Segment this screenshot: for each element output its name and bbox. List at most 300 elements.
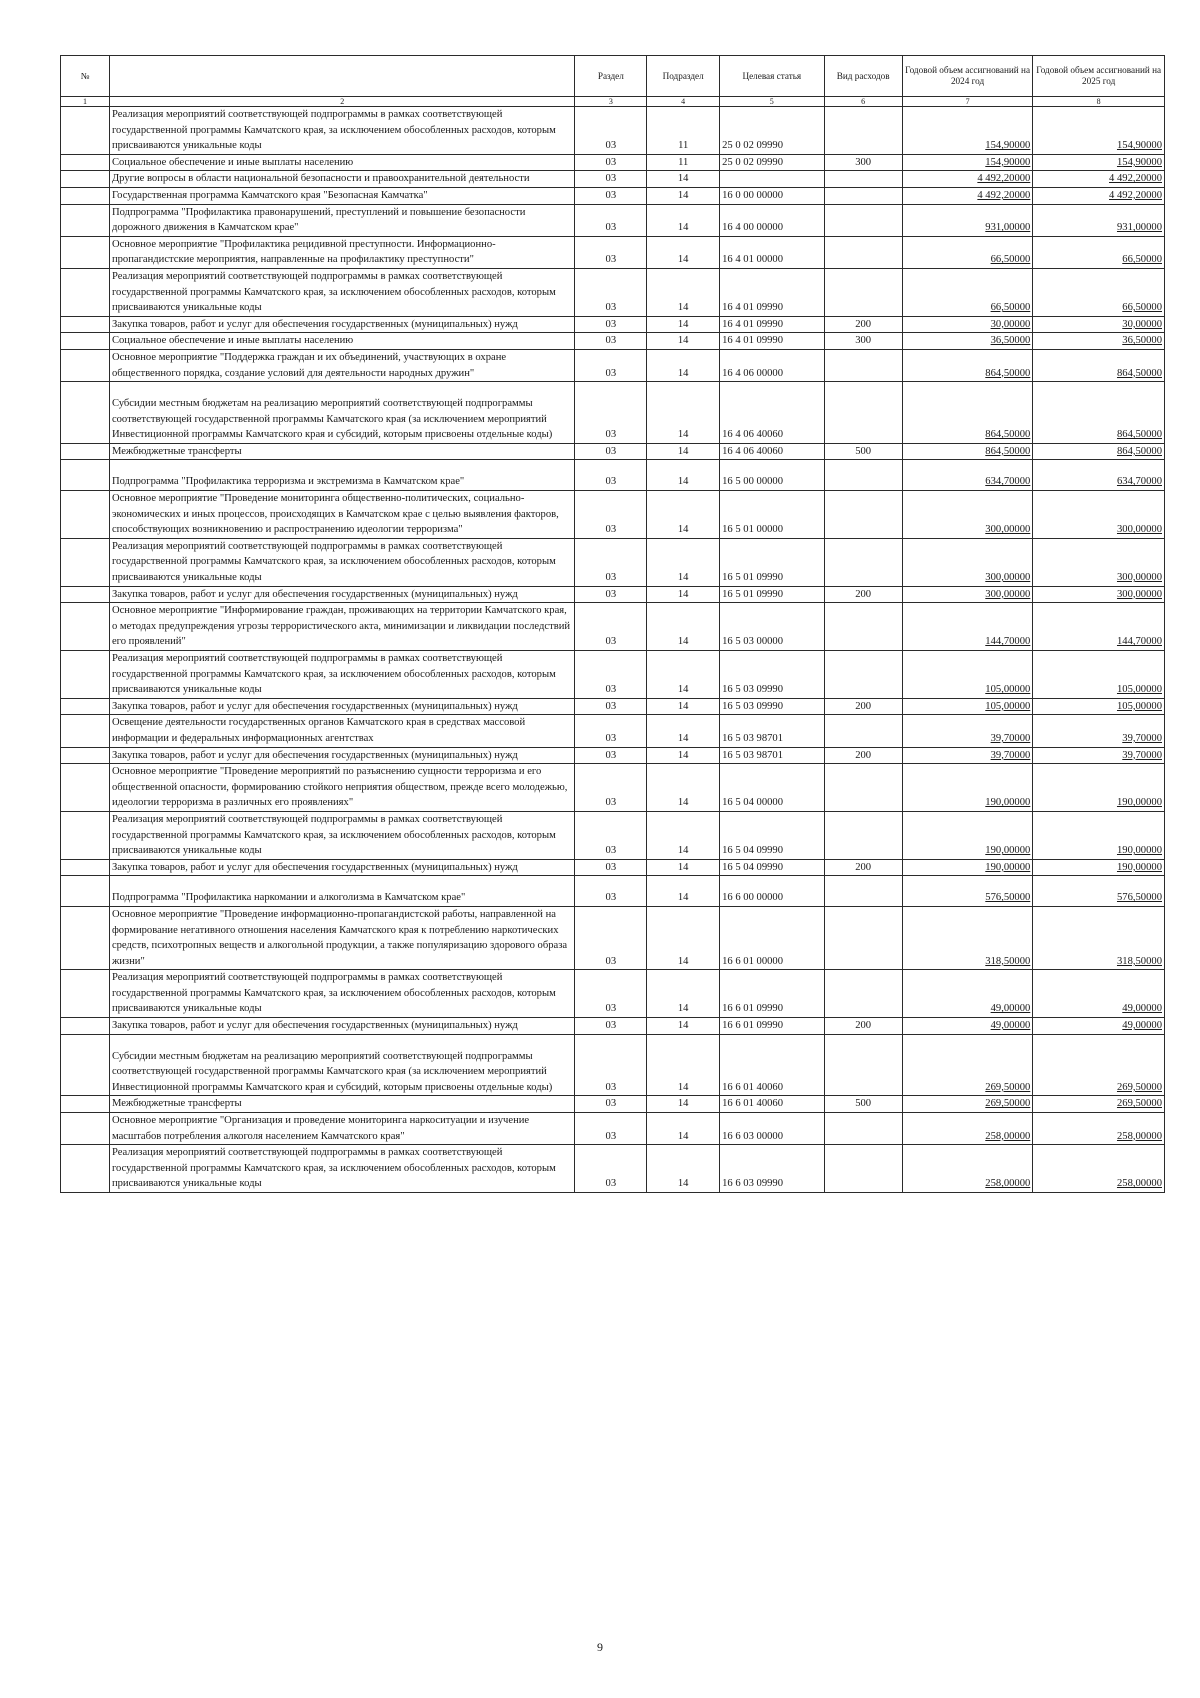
cell-amt2025: 190,00000 bbox=[1033, 811, 1165, 859]
cell-subsection: 14 bbox=[647, 1096, 720, 1113]
cell-section: 03 bbox=[575, 1096, 647, 1113]
cell-num bbox=[61, 268, 110, 316]
cell-name: Основное мероприятие "Проведение мониторинга общественно-политических, социально-экономических и иных процессов, происходящих в Камчатском крае с целью выявления факторов, способствующих возникновению и распространению идеологии терроризма" bbox=[109, 491, 575, 539]
cell-name: Основное мероприятие "Организация и проведение мониторинга наркоситуации и изучение масштабов потребления алкоголя населением Камчатского края" bbox=[109, 1113, 575, 1145]
table-row bbox=[61, 970, 1165, 1018]
table-row bbox=[61, 603, 1165, 651]
cell-name: Закупка товаров, работ и услуг для обеспечения государственных (муниципальных) нужд bbox=[109, 859, 575, 876]
cell-subsection: 14 bbox=[647, 349, 720, 381]
cell-amt2025: 318,50000 bbox=[1033, 906, 1165, 969]
header-amount-2024: Годовой объем ассигнований на 2024 год bbox=[902, 56, 1033, 97]
cell-target: 16 5 04 09990 bbox=[720, 811, 824, 859]
table-row bbox=[61, 349, 1165, 381]
cell-target: 25 0 02 09990 bbox=[720, 154, 824, 171]
cell-amt2024: 300,00000 bbox=[902, 586, 1033, 603]
cell-amt2024: 105,00000 bbox=[902, 698, 1033, 715]
cell-name: Субсидии местным бюджетам на реализацию мероприятий соответствующей подпрограммы соответствующей государственной программы Камчатского края (за исключением мероприятий Инвестиционной программы Камчатского края и субсидий, которым присвоены отдельные коды) bbox=[109, 1034, 575, 1096]
header-name bbox=[109, 56, 575, 97]
cell-subsection: 14 bbox=[647, 316, 720, 333]
cell-name: Реализация мероприятий соответствующей подпрограммы в рамках соответствующей государственной программы Камчатского края, за исключением обособленных расходов, которым присваиваются уникальные коды bbox=[109, 268, 575, 316]
cell-subsection: 14 bbox=[647, 491, 720, 539]
cell-target: 16 6 01 00000 bbox=[720, 906, 824, 969]
cell-num bbox=[61, 154, 110, 171]
cell-amt2024: 4 492,20000 bbox=[902, 171, 1033, 188]
cell-subsection: 14 bbox=[647, 586, 720, 603]
cell-target: 16 4 06 00000 bbox=[720, 349, 824, 381]
cell-name: Закупка товаров, работ и услуг для обеспечения государственных (муниципальных) нужд bbox=[109, 1018, 575, 1035]
cell-num bbox=[61, 171, 110, 188]
cell-subsection: 14 bbox=[647, 876, 720, 907]
cell-amt2025: 154,90000 bbox=[1033, 154, 1165, 171]
cell-type bbox=[824, 382, 902, 444]
cell-target: 16 6 01 40060 bbox=[720, 1096, 824, 1113]
cell-name: Основное мероприятие "Проведение мероприятий по разъяснению сущности терроризма и его общественной опасности, формированию стойкого неприятия обществом, прежде всего молодежью, идеологии терроризма в различных его проявлениях" bbox=[109, 764, 575, 812]
cell-type bbox=[824, 460, 902, 491]
cell-type bbox=[824, 1034, 902, 1096]
cell-type: 300 bbox=[824, 333, 902, 350]
cell-amt2025: 258,00000 bbox=[1033, 1145, 1165, 1193]
header-subsection: Подраздел bbox=[647, 56, 720, 97]
column-number: 1 bbox=[61, 97, 110, 107]
cell-amt2024: 30,00000 bbox=[902, 316, 1033, 333]
cell-subsection: 14 bbox=[647, 698, 720, 715]
table-row bbox=[61, 187, 1165, 204]
cell-name: Реализация мероприятий соответствующей подпрограммы в рамках соответствующей государственной программы Камчатского края, за исключением обособленных расходов, которым присваиваются уникальные коды bbox=[109, 107, 575, 155]
header-target: Целевая статья bbox=[720, 56, 824, 97]
cell-amt2025: 576,50000 bbox=[1033, 876, 1165, 907]
table-row bbox=[61, 491, 1165, 539]
column-number: 5 bbox=[720, 97, 824, 107]
cell-amt2025: 190,00000 bbox=[1033, 859, 1165, 876]
cell-name: Основное мероприятие "Проведение информационно-пропагандистской работы, направленной на формирование негативного отношения населения Камчатского края к потреблению наркотических средств, психотропных веществ и алкогольной продукции, а также популяризацию здорового образа жизни" bbox=[109, 906, 575, 969]
cell-name: Освещение деятельности государственных органов Камчатского края в средствах массовой информации и федеральных информационных агентствах bbox=[109, 715, 575, 747]
cell-section: 03 bbox=[575, 333, 647, 350]
cell-subsection: 14 bbox=[647, 204, 720, 236]
cell-name: Государственная программа Камчатского края "Безопасная Камчатка" bbox=[109, 187, 575, 204]
cell-type: 200 bbox=[824, 747, 902, 764]
cell-amt2025: 49,00000 bbox=[1033, 970, 1165, 1018]
cell-target: 16 5 00 00000 bbox=[720, 460, 824, 491]
cell-amt2025: 36,50000 bbox=[1033, 333, 1165, 350]
cell-num bbox=[61, 970, 110, 1018]
cell-amt2025: 634,70000 bbox=[1033, 460, 1165, 491]
table-row bbox=[61, 859, 1165, 876]
cell-amt2025: 39,70000 bbox=[1033, 747, 1165, 764]
table-row bbox=[61, 1145, 1165, 1193]
cell-section: 03 bbox=[575, 171, 647, 188]
budget-table bbox=[60, 55, 1165, 1193]
cell-target: 16 5 03 09990 bbox=[720, 698, 824, 715]
table-row bbox=[61, 171, 1165, 188]
column-number: 3 bbox=[575, 97, 647, 107]
table-row bbox=[61, 204, 1165, 236]
cell-subsection: 14 bbox=[647, 1018, 720, 1035]
table-row bbox=[61, 154, 1165, 171]
cell-type bbox=[824, 349, 902, 381]
header-row bbox=[61, 56, 1165, 97]
cell-type bbox=[824, 715, 902, 747]
cell-amt2024: 190,00000 bbox=[902, 811, 1033, 859]
table-row bbox=[61, 906, 1165, 969]
cell-subsection: 14 bbox=[647, 460, 720, 491]
cell-target: 16 6 00 00000 bbox=[720, 876, 824, 907]
cell-subsection: 14 bbox=[647, 187, 720, 204]
cell-type bbox=[824, 1145, 902, 1193]
cell-type: 200 bbox=[824, 316, 902, 333]
cell-num bbox=[61, 382, 110, 444]
cell-target: 16 6 01 40060 bbox=[720, 1034, 824, 1096]
cell-num bbox=[61, 236, 110, 268]
cell-amt2025: 258,00000 bbox=[1033, 1113, 1165, 1145]
cell-name: Основное мероприятие "Профилактика рецидивной преступности. Информационно-пропагандистские мероприятия, направленные на профилактику преступности" bbox=[109, 236, 575, 268]
cell-name: Субсидии местным бюджетам на реализацию мероприятий соответствующей подпрограммы соответствующей государственной программы Камчатского края (за исключением мероприятий Инвестиционной программы Камчатского края и субсидий, которым присвоены отдельные коды) bbox=[109, 382, 575, 444]
cell-section: 03 bbox=[575, 236, 647, 268]
cell-amt2025: 300,00000 bbox=[1033, 491, 1165, 539]
cell-name: Реализация мероприятий соответствующей подпрограммы в рамках соответствующей государственной программы Камчатского края, за исключением обособленных расходов, которым присваиваются уникальные коды bbox=[109, 651, 575, 699]
cell-amt2024: 66,50000 bbox=[902, 268, 1033, 316]
cell-name: Подпрограмма "Профилактика наркомании и алкоголизма в Камчатском крае" bbox=[109, 876, 575, 907]
cell-subsection: 14 bbox=[647, 1145, 720, 1193]
cell-subsection: 14 bbox=[647, 1113, 720, 1145]
cell-subsection: 14 bbox=[647, 764, 720, 812]
cell-amt2024: 39,70000 bbox=[902, 747, 1033, 764]
cell-name: Закупка товаров, работ и услуг для обеспечения государственных (муниципальных) нужд bbox=[109, 586, 575, 603]
table-row bbox=[61, 1018, 1165, 1035]
cell-type: 300 bbox=[824, 154, 902, 171]
cell-amt2025: 66,50000 bbox=[1033, 268, 1165, 316]
cell-name: Реализация мероприятий соответствующей подпрограммы в рамках соответствующей государственной программы Камчатского края, за исключением обособленных расходов, которым присваиваются уникальные коды bbox=[109, 538, 575, 586]
cell-name: Межбюджетные трансферты bbox=[109, 1096, 575, 1113]
cell-name: Реализация мероприятий соответствующей подпрограммы в рамках соответствующей государственной программы Камчатского края, за исключением обособленных расходов, которым присваиваются уникальные коды bbox=[109, 811, 575, 859]
cell-amt2025: 300,00000 bbox=[1033, 586, 1165, 603]
table-row bbox=[61, 1034, 1165, 1096]
cell-name: Основное мероприятие "Поддержка граждан и их объединений, участвующих в охране общественного порядка, создание условий для деятельности народных дружин" bbox=[109, 349, 575, 381]
column-number-row bbox=[61, 97, 1165, 107]
cell-amt2024: 49,00000 bbox=[902, 970, 1033, 1018]
header-section: Раздел bbox=[575, 56, 647, 97]
cell-type: 200 bbox=[824, 859, 902, 876]
cell-name: Реализация мероприятий соответствующей подпрограммы в рамках соответствующей государственной программы Камчатского края, за исключением обособленных расходов, которым присваиваются уникальные коды bbox=[109, 970, 575, 1018]
cell-subsection: 14 bbox=[647, 382, 720, 444]
cell-amt2024: 36,50000 bbox=[902, 333, 1033, 350]
cell-amt2025: 144,70000 bbox=[1033, 603, 1165, 651]
table-row bbox=[61, 764, 1165, 812]
table-row bbox=[61, 443, 1165, 460]
table-row bbox=[61, 876, 1165, 907]
cell-section: 03 bbox=[575, 268, 647, 316]
cell-num bbox=[61, 651, 110, 699]
table-row bbox=[61, 460, 1165, 491]
cell-subsection: 14 bbox=[647, 747, 720, 764]
cell-section: 03 bbox=[575, 154, 647, 171]
cell-amt2024: 318,50000 bbox=[902, 906, 1033, 969]
cell-subsection: 11 bbox=[647, 154, 720, 171]
cell-type bbox=[824, 107, 902, 155]
column-number: 7 bbox=[902, 97, 1033, 107]
cell-num bbox=[61, 811, 110, 859]
cell-type bbox=[824, 1113, 902, 1145]
cell-target: 16 4 00 00000 bbox=[720, 204, 824, 236]
cell-section: 03 bbox=[575, 651, 647, 699]
cell-target: 16 4 06 40060 bbox=[720, 443, 824, 460]
cell-section: 03 bbox=[575, 586, 647, 603]
cell-amt2024: 269,50000 bbox=[902, 1096, 1033, 1113]
cell-subsection: 14 bbox=[647, 970, 720, 1018]
cell-num bbox=[61, 107, 110, 155]
cell-amt2024: 634,70000 bbox=[902, 460, 1033, 491]
column-number: 6 bbox=[824, 97, 902, 107]
cell-amt2025: 931,00000 bbox=[1033, 204, 1165, 236]
cell-section: 03 bbox=[575, 349, 647, 381]
cell-num bbox=[61, 1145, 110, 1193]
cell-type: 200 bbox=[824, 586, 902, 603]
cell-num bbox=[61, 747, 110, 764]
cell-amt2024: 864,50000 bbox=[902, 349, 1033, 381]
cell-amt2024: 190,00000 bbox=[902, 764, 1033, 812]
cell-num bbox=[61, 1034, 110, 1096]
cell-target: 16 5 04 09990 bbox=[720, 859, 824, 876]
cell-num bbox=[61, 1113, 110, 1145]
cell-num bbox=[61, 859, 110, 876]
cell-type bbox=[824, 811, 902, 859]
cell-type bbox=[824, 268, 902, 316]
cell-target: 16 4 01 09990 bbox=[720, 268, 824, 316]
cell-amt2024: 300,00000 bbox=[902, 538, 1033, 586]
cell-num bbox=[61, 349, 110, 381]
cell-type bbox=[824, 603, 902, 651]
table-row bbox=[61, 715, 1165, 747]
table-row bbox=[61, 1113, 1165, 1145]
cell-section: 03 bbox=[575, 859, 647, 876]
cell-amt2024: 66,50000 bbox=[902, 236, 1033, 268]
cell-amt2025: 269,50000 bbox=[1033, 1096, 1165, 1113]
cell-subsection: 14 bbox=[647, 236, 720, 268]
cell-subsection: 14 bbox=[647, 268, 720, 316]
cell-amt2025: 190,00000 bbox=[1033, 764, 1165, 812]
header-num: № bbox=[61, 56, 110, 97]
cell-type: 200 bbox=[824, 1018, 902, 1035]
cell-amt2024: 105,00000 bbox=[902, 651, 1033, 699]
cell-type bbox=[824, 171, 902, 188]
cell-section: 03 bbox=[575, 715, 647, 747]
cell-amt2025: 105,00000 bbox=[1033, 698, 1165, 715]
cell-target: 16 5 03 09990 bbox=[720, 651, 824, 699]
cell-name: Закупка товаров, работ и услуг для обеспечения государственных (муниципальных) нужд bbox=[109, 747, 575, 764]
cell-type: 500 bbox=[824, 1096, 902, 1113]
cell-name: Социальное обеспечение и иные выплаты населению bbox=[109, 154, 575, 171]
cell-section: 03 bbox=[575, 443, 647, 460]
cell-type bbox=[824, 970, 902, 1018]
cell-num bbox=[61, 443, 110, 460]
table-row bbox=[61, 747, 1165, 764]
cell-section: 03 bbox=[575, 811, 647, 859]
cell-subsection: 14 bbox=[647, 715, 720, 747]
cell-amt2025: 105,00000 bbox=[1033, 651, 1165, 699]
cell-amt2024: 576,50000 bbox=[902, 876, 1033, 907]
cell-target: 16 6 03 00000 bbox=[720, 1113, 824, 1145]
cell-subsection: 14 bbox=[647, 333, 720, 350]
cell-section: 03 bbox=[575, 970, 647, 1018]
cell-num bbox=[61, 698, 110, 715]
cell-target: 16 6 03 09990 bbox=[720, 1145, 824, 1193]
cell-amt2025: 4 492,20000 bbox=[1033, 171, 1165, 188]
cell-amt2025: 66,50000 bbox=[1033, 236, 1165, 268]
table-row bbox=[61, 333, 1165, 350]
cell-section: 03 bbox=[575, 698, 647, 715]
cell-amt2024: 931,00000 bbox=[902, 204, 1033, 236]
header-expense-type: Вид расходов bbox=[824, 56, 902, 97]
cell-amt2025: 269,50000 bbox=[1033, 1034, 1165, 1096]
cell-target: 16 5 03 00000 bbox=[720, 603, 824, 651]
cell-section: 03 bbox=[575, 460, 647, 491]
cell-type bbox=[824, 538, 902, 586]
cell-subsection: 14 bbox=[647, 443, 720, 460]
cell-num bbox=[61, 316, 110, 333]
cell-amt2025: 864,50000 bbox=[1033, 349, 1165, 381]
cell-target: 16 4 06 40060 bbox=[720, 382, 824, 444]
cell-target: 16 5 01 09990 bbox=[720, 586, 824, 603]
table-row bbox=[61, 651, 1165, 699]
cell-target: 16 5 01 00000 bbox=[720, 491, 824, 539]
cell-subsection: 14 bbox=[647, 171, 720, 188]
cell-subsection: 14 bbox=[647, 811, 720, 859]
table-row bbox=[61, 698, 1165, 715]
cell-amt2025: 4 492,20000 bbox=[1033, 187, 1165, 204]
cell-subsection: 14 bbox=[647, 906, 720, 969]
table-row bbox=[61, 1096, 1165, 1113]
cell-section: 03 bbox=[575, 876, 647, 907]
cell-num bbox=[61, 1018, 110, 1035]
column-number: 2 bbox=[109, 97, 575, 107]
cell-subsection: 14 bbox=[647, 538, 720, 586]
cell-amt2024: 258,00000 bbox=[902, 1145, 1033, 1193]
cell-amt2025: 864,50000 bbox=[1033, 382, 1165, 444]
cell-section: 03 bbox=[575, 107, 647, 155]
cell-target: 16 6 01 09990 bbox=[720, 1018, 824, 1035]
cell-amt2024: 258,00000 bbox=[902, 1113, 1033, 1145]
cell-target: 16 5 03 98701 bbox=[720, 715, 824, 747]
cell-name: Социальное обеспечение и иные выплаты населению bbox=[109, 333, 575, 350]
cell-num bbox=[61, 715, 110, 747]
cell-subsection: 14 bbox=[647, 603, 720, 651]
table-row bbox=[61, 236, 1165, 268]
cell-num bbox=[61, 876, 110, 907]
cell-num bbox=[61, 491, 110, 539]
cell-type bbox=[824, 187, 902, 204]
cell-num bbox=[61, 603, 110, 651]
column-number: 4 bbox=[647, 97, 720, 107]
page-number: 9 bbox=[597, 1640, 603, 1654]
cell-type bbox=[824, 236, 902, 268]
table-row bbox=[61, 268, 1165, 316]
cell-target: 16 5 01 09990 bbox=[720, 538, 824, 586]
cell-type bbox=[824, 491, 902, 539]
cell-target: 16 5 03 98701 bbox=[720, 747, 824, 764]
cell-amt2025: 30,00000 bbox=[1033, 316, 1165, 333]
cell-num bbox=[61, 333, 110, 350]
cell-target: 16 4 01 09990 bbox=[720, 333, 824, 350]
cell-target: 16 5 04 00000 bbox=[720, 764, 824, 812]
cell-subsection: 11 bbox=[647, 107, 720, 155]
cell-amt2024: 144,70000 bbox=[902, 603, 1033, 651]
table-row bbox=[61, 107, 1165, 155]
cell-num bbox=[61, 187, 110, 204]
table-row bbox=[61, 382, 1165, 444]
cell-type bbox=[824, 204, 902, 236]
cell-num bbox=[61, 586, 110, 603]
cell-amt2024: 864,50000 bbox=[902, 443, 1033, 460]
cell-section: 03 bbox=[575, 906, 647, 969]
cell-name: Другие вопросы в области национальной безопасности и правоохранительной деятельности bbox=[109, 171, 575, 188]
cell-section: 03 bbox=[575, 747, 647, 764]
cell-amt2025: 300,00000 bbox=[1033, 538, 1165, 586]
cell-section: 03 bbox=[575, 1034, 647, 1096]
cell-subsection: 14 bbox=[647, 1034, 720, 1096]
cell-target: 16 6 01 09990 bbox=[720, 970, 824, 1018]
cell-section: 03 bbox=[575, 316, 647, 333]
cell-num bbox=[61, 1096, 110, 1113]
cell-num bbox=[61, 906, 110, 969]
cell-amt2024: 4 492,20000 bbox=[902, 187, 1033, 204]
cell-section: 03 bbox=[575, 603, 647, 651]
cell-amt2025: 49,00000 bbox=[1033, 1018, 1165, 1035]
cell-subsection: 14 bbox=[647, 859, 720, 876]
table-body bbox=[61, 107, 1165, 1193]
cell-amt2024: 49,00000 bbox=[902, 1018, 1033, 1035]
cell-num bbox=[61, 460, 110, 491]
cell-type bbox=[824, 651, 902, 699]
cell-section: 03 bbox=[575, 1113, 647, 1145]
cell-amt2024: 864,50000 bbox=[902, 382, 1033, 444]
table-row bbox=[61, 811, 1165, 859]
cell-type bbox=[824, 764, 902, 812]
cell-name: Реализация мероприятий соответствующей подпрограммы в рамках соответствующей государственной программы Камчатского края, за исключением обособленных расходов, которым присваиваются уникальные коды bbox=[109, 1145, 575, 1193]
table-row bbox=[61, 586, 1165, 603]
cell-type: 500 bbox=[824, 443, 902, 460]
cell-section: 03 bbox=[575, 1018, 647, 1035]
cell-name: Межбюджетные трансферты bbox=[109, 443, 575, 460]
cell-amt2024: 154,90000 bbox=[902, 107, 1033, 155]
cell-name: Подпрограмма "Профилактика правонарушений, преступлений и повышение безопасности дорожного движения в Камчатском крае" bbox=[109, 204, 575, 236]
table-row bbox=[61, 538, 1165, 586]
cell-section: 03 bbox=[575, 538, 647, 586]
cell-subsection: 14 bbox=[647, 651, 720, 699]
cell-section: 03 bbox=[575, 764, 647, 812]
cell-section: 03 bbox=[575, 204, 647, 236]
cell-amt2024: 39,70000 bbox=[902, 715, 1033, 747]
cell-type bbox=[824, 876, 902, 907]
header-amount-2025: Годовой объем ассигнований на 2025 год bbox=[1033, 56, 1165, 97]
cell-type: 200 bbox=[824, 698, 902, 715]
column-number: 8 bbox=[1033, 97, 1165, 107]
cell-num bbox=[61, 538, 110, 586]
cell-num bbox=[61, 204, 110, 236]
cell-section: 03 bbox=[575, 491, 647, 539]
cell-target: 16 0 00 00000 bbox=[720, 187, 824, 204]
cell-num bbox=[61, 764, 110, 812]
cell-section: 03 bbox=[575, 1145, 647, 1193]
cell-section: 03 bbox=[575, 382, 647, 444]
cell-target: 16 4 01 09990 bbox=[720, 316, 824, 333]
cell-amt2025: 39,70000 bbox=[1033, 715, 1165, 747]
cell-target: 25 0 02 09990 bbox=[720, 107, 824, 155]
cell-amt2025: 154,90000 bbox=[1033, 107, 1165, 155]
cell-name: Закупка товаров, работ и услуг для обеспечения государственных (муниципальных) нужд bbox=[109, 698, 575, 715]
cell-name: Основное мероприятие "Информирование граждан, проживающих на территории Камчатского края, о методах предупреждения угрозы террористического акта, минимизации и ликвидации последствий его проявлений" bbox=[109, 603, 575, 651]
cell-section: 03 bbox=[575, 187, 647, 204]
table-row bbox=[61, 316, 1165, 333]
cell-amt2024: 300,00000 bbox=[902, 491, 1033, 539]
